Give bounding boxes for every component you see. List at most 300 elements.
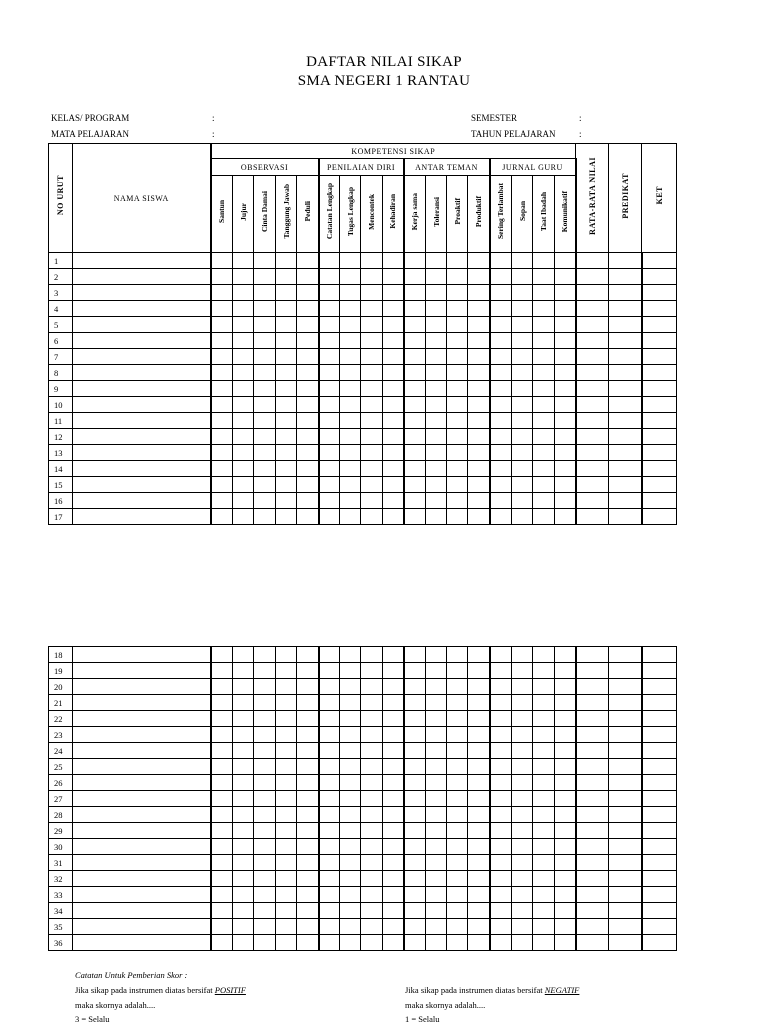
score-cell[interactable]: [297, 285, 319, 301]
score-cell[interactable]: [254, 493, 276, 509]
score-cell[interactable]: [404, 887, 426, 903]
score-cell[interactable]: [211, 381, 233, 397]
score-cell[interactable]: [233, 301, 254, 317]
average-cell[interactable]: [576, 333, 609, 349]
score-cell[interactable]: [297, 823, 319, 839]
score-cell[interactable]: [361, 791, 383, 807]
score-cell[interactable]: [426, 285, 447, 301]
score-cell[interactable]: [426, 509, 447, 525]
score-cell[interactable]: [383, 365, 404, 381]
score-cell[interactable]: [211, 743, 233, 759]
score-cell[interactable]: [490, 887, 512, 903]
score-cell[interactable]: [468, 381, 490, 397]
average-cell[interactable]: [576, 461, 609, 477]
score-cell[interactable]: [297, 919, 319, 935]
score-cell[interactable]: [297, 679, 319, 695]
score-cell[interactable]: [383, 887, 404, 903]
predikat-cell[interactable]: [609, 727, 642, 743]
score-cell[interactable]: [319, 663, 340, 679]
score-cell[interactable]: [340, 663, 361, 679]
score-cell[interactable]: [211, 871, 233, 887]
score-cell[interactable]: [404, 381, 426, 397]
score-cell[interactable]: [233, 381, 254, 397]
score-cell[interactable]: [383, 285, 404, 301]
score-cell[interactable]: [447, 333, 468, 349]
score-cell[interactable]: [211, 711, 233, 727]
score-cell[interactable]: [297, 429, 319, 445]
score-cell[interactable]: [211, 317, 233, 333]
score-cell[interactable]: [254, 301, 276, 317]
score-cell[interactable]: [383, 775, 404, 791]
score-cell[interactable]: [319, 807, 340, 823]
score-cell[interactable]: [426, 445, 447, 461]
score-cell[interactable]: [297, 727, 319, 743]
score-cell[interactable]: [254, 935, 276, 951]
score-cell[interactable]: [512, 397, 533, 413]
score-cell[interactable]: [404, 807, 426, 823]
score-cell[interactable]: [490, 679, 512, 695]
predikat-cell[interactable]: [609, 711, 642, 727]
score-cell[interactable]: [254, 727, 276, 743]
score-cell[interactable]: [233, 743, 254, 759]
score-cell[interactable]: [340, 253, 361, 269]
score-cell[interactable]: [276, 743, 297, 759]
score-cell[interactable]: [512, 839, 533, 855]
score-cell[interactable]: [383, 477, 404, 493]
score-cell[interactable]: [512, 445, 533, 461]
score-cell[interactable]: [254, 903, 276, 919]
score-cell[interactable]: [555, 743, 576, 759]
score-cell[interactable]: [404, 493, 426, 509]
score-cell[interactable]: [404, 285, 426, 301]
average-cell[interactable]: [576, 759, 609, 775]
score-cell[interactable]: [512, 727, 533, 743]
score-cell[interactable]: [426, 887, 447, 903]
score-cell[interactable]: [468, 823, 490, 839]
score-cell[interactable]: [490, 775, 512, 791]
score-cell[interactable]: [468, 285, 490, 301]
score-cell[interactable]: [468, 727, 490, 743]
score-cell[interactable]: [340, 727, 361, 743]
score-cell[interactable]: [254, 759, 276, 775]
score-cell[interactable]: [276, 381, 297, 397]
score-cell[interactable]: [361, 663, 383, 679]
score-cell[interactable]: [319, 285, 340, 301]
score-cell[interactable]: [276, 695, 297, 711]
student-name-cell[interactable]: [73, 509, 211, 525]
score-cell[interactable]: [254, 317, 276, 333]
score-cell[interactable]: [211, 493, 233, 509]
score-cell[interactable]: [276, 301, 297, 317]
score-cell[interactable]: [276, 333, 297, 349]
score-cell[interactable]: [340, 679, 361, 695]
score-cell[interactable]: [426, 775, 447, 791]
average-cell[interactable]: [576, 679, 609, 695]
score-cell[interactable]: [404, 727, 426, 743]
score-cell[interactable]: [383, 269, 404, 285]
score-cell[interactable]: [447, 663, 468, 679]
score-cell[interactable]: [468, 855, 490, 871]
score-cell[interactable]: [340, 269, 361, 285]
score-cell[interactable]: [233, 727, 254, 743]
score-cell[interactable]: [340, 695, 361, 711]
predikat-cell[interactable]: [609, 445, 642, 461]
score-cell[interactable]: [319, 903, 340, 919]
score-cell[interactable]: [490, 711, 512, 727]
score-cell[interactable]: [233, 509, 254, 525]
score-cell[interactable]: [211, 333, 233, 349]
student-name-cell[interactable]: [73, 349, 211, 365]
score-cell[interactable]: [276, 871, 297, 887]
score-cell[interactable]: [555, 349, 576, 365]
score-cell[interactable]: [512, 461, 533, 477]
score-cell[interactable]: [361, 429, 383, 445]
score-cell[interactable]: [361, 253, 383, 269]
student-name-cell[interactable]: [73, 887, 211, 903]
score-cell[interactable]: [468, 935, 490, 951]
student-name-cell[interactable]: [73, 445, 211, 461]
average-cell[interactable]: [576, 919, 609, 935]
score-cell[interactable]: [555, 711, 576, 727]
score-cell[interactable]: [297, 381, 319, 397]
score-cell[interactable]: [555, 919, 576, 935]
average-cell[interactable]: [576, 887, 609, 903]
score-cell[interactable]: [533, 381, 555, 397]
student-name-cell[interactable]: [73, 493, 211, 509]
score-cell[interactable]: [211, 695, 233, 711]
score-cell[interactable]: [468, 759, 490, 775]
score-cell[interactable]: [361, 493, 383, 509]
score-cell[interactable]: [555, 759, 576, 775]
score-cell[interactable]: [254, 711, 276, 727]
score-cell[interactable]: [211, 413, 233, 429]
score-cell[interactable]: [297, 333, 319, 349]
score-cell[interactable]: [361, 445, 383, 461]
average-cell[interactable]: [576, 743, 609, 759]
score-cell[interactable]: [468, 807, 490, 823]
score-cell[interactable]: [468, 493, 490, 509]
predikat-cell[interactable]: [609, 855, 642, 871]
score-cell[interactable]: [555, 477, 576, 493]
predikat-cell[interactable]: [609, 807, 642, 823]
score-cell[interactable]: [319, 855, 340, 871]
score-cell[interactable]: [468, 365, 490, 381]
student-name-cell[interactable]: [73, 317, 211, 333]
score-cell[interactable]: [533, 823, 555, 839]
score-cell[interactable]: [383, 429, 404, 445]
score-cell[interactable]: [533, 727, 555, 743]
score-cell[interactable]: [447, 413, 468, 429]
score-cell[interactable]: [426, 647, 447, 663]
score-cell[interactable]: [555, 445, 576, 461]
score-cell[interactable]: [404, 839, 426, 855]
ket-cell[interactable]: [642, 919, 677, 935]
score-cell[interactable]: [211, 935, 233, 951]
score-cell[interactable]: [512, 317, 533, 333]
predikat-cell[interactable]: [609, 509, 642, 525]
predikat-cell[interactable]: [609, 413, 642, 429]
score-cell[interactable]: [512, 935, 533, 951]
score-cell[interactable]: [340, 775, 361, 791]
score-cell[interactable]: [468, 349, 490, 365]
score-cell[interactable]: [319, 791, 340, 807]
score-cell[interactable]: [447, 317, 468, 333]
score-cell[interactable]: [254, 413, 276, 429]
score-cell[interactable]: [297, 711, 319, 727]
score-cell[interactable]: [254, 381, 276, 397]
score-cell[interactable]: [490, 477, 512, 493]
score-cell[interactable]: [276, 349, 297, 365]
score-cell[interactable]: [383, 807, 404, 823]
score-cell[interactable]: [233, 365, 254, 381]
score-cell[interactable]: [490, 493, 512, 509]
score-cell[interactable]: [555, 855, 576, 871]
score-cell[interactable]: [512, 349, 533, 365]
score-cell[interactable]: [297, 365, 319, 381]
average-cell[interactable]: [576, 839, 609, 855]
score-cell[interactable]: [533, 413, 555, 429]
score-cell[interactable]: [404, 679, 426, 695]
score-cell[interactable]: [254, 775, 276, 791]
ket-cell[interactable]: [642, 269, 677, 285]
score-cell[interactable]: [447, 695, 468, 711]
score-cell[interactable]: [426, 791, 447, 807]
score-cell[interactable]: [555, 775, 576, 791]
score-cell[interactable]: [426, 317, 447, 333]
score-cell[interactable]: [211, 285, 233, 301]
score-cell[interactable]: [404, 397, 426, 413]
score-cell[interactable]: [468, 743, 490, 759]
score-cell[interactable]: [426, 839, 447, 855]
average-cell[interactable]: [576, 269, 609, 285]
score-cell[interactable]: [447, 509, 468, 525]
score-cell[interactable]: [340, 445, 361, 461]
score-cell[interactable]: [383, 791, 404, 807]
score-cell[interactable]: [254, 509, 276, 525]
score-cell[interactable]: [211, 477, 233, 493]
score-cell[interactable]: [211, 445, 233, 461]
score-cell[interactable]: [533, 461, 555, 477]
score-cell[interactable]: [555, 647, 576, 663]
score-cell[interactable]: [490, 253, 512, 269]
score-cell[interactable]: [361, 509, 383, 525]
predikat-cell[interactable]: [609, 477, 642, 493]
student-name-cell[interactable]: [73, 807, 211, 823]
score-cell[interactable]: [533, 871, 555, 887]
ket-cell[interactable]: [642, 445, 677, 461]
score-cell[interactable]: [404, 663, 426, 679]
score-cell[interactable]: [426, 365, 447, 381]
score-cell[interactable]: [447, 477, 468, 493]
score-cell[interactable]: [211, 349, 233, 365]
score-cell[interactable]: [319, 333, 340, 349]
student-name-cell[interactable]: [73, 429, 211, 445]
score-cell[interactable]: [297, 791, 319, 807]
score-cell[interactable]: [361, 871, 383, 887]
score-cell[interactable]: [340, 871, 361, 887]
score-cell[interactable]: [211, 253, 233, 269]
student-name-cell[interactable]: [73, 397, 211, 413]
score-cell[interactable]: [211, 509, 233, 525]
score-cell[interactable]: [512, 887, 533, 903]
ket-cell[interactable]: [642, 727, 677, 743]
score-cell[interactable]: [512, 759, 533, 775]
score-cell[interactable]: [319, 839, 340, 855]
score-cell[interactable]: [512, 791, 533, 807]
score-cell[interactable]: [276, 445, 297, 461]
score-cell[interactable]: [233, 839, 254, 855]
score-cell[interactable]: [426, 461, 447, 477]
score-cell[interactable]: [555, 679, 576, 695]
score-cell[interactable]: [490, 461, 512, 477]
average-cell[interactable]: [576, 477, 609, 493]
average-cell[interactable]: [576, 711, 609, 727]
score-cell[interactable]: [276, 823, 297, 839]
score-cell[interactable]: [468, 919, 490, 935]
score-cell[interactable]: [297, 647, 319, 663]
score-cell[interactable]: [297, 887, 319, 903]
score-cell[interactable]: [297, 775, 319, 791]
score-cell[interactable]: [512, 855, 533, 871]
score-cell[interactable]: [211, 727, 233, 743]
score-cell[interactable]: [211, 397, 233, 413]
score-cell[interactable]: [276, 919, 297, 935]
score-cell[interactable]: [426, 429, 447, 445]
score-cell[interactable]: [233, 807, 254, 823]
score-cell[interactable]: [468, 903, 490, 919]
score-cell[interactable]: [383, 839, 404, 855]
score-cell[interactable]: [490, 269, 512, 285]
score-cell[interactable]: [276, 935, 297, 951]
score-cell[interactable]: [319, 253, 340, 269]
average-cell[interactable]: [576, 509, 609, 525]
score-cell[interactable]: [254, 349, 276, 365]
score-cell[interactable]: [426, 413, 447, 429]
score-cell[interactable]: [383, 381, 404, 397]
score-cell[interactable]: [319, 743, 340, 759]
score-cell[interactable]: [297, 509, 319, 525]
score-cell[interactable]: [468, 509, 490, 525]
ket-cell[interactable]: [642, 333, 677, 349]
score-cell[interactable]: [276, 855, 297, 871]
average-cell[interactable]: [576, 301, 609, 317]
score-cell[interactable]: [468, 839, 490, 855]
score-cell[interactable]: [555, 461, 576, 477]
score-cell[interactable]: [512, 253, 533, 269]
score-cell[interactable]: [233, 397, 254, 413]
student-name-cell[interactable]: [73, 903, 211, 919]
score-cell[interactable]: [490, 743, 512, 759]
score-cell[interactable]: [276, 285, 297, 301]
score-cell[interactable]: [512, 919, 533, 935]
score-cell[interactable]: [276, 679, 297, 695]
score-cell[interactable]: [340, 365, 361, 381]
score-cell[interactable]: [361, 887, 383, 903]
score-cell[interactable]: [404, 445, 426, 461]
predikat-cell[interactable]: [609, 647, 642, 663]
score-cell[interactable]: [426, 663, 447, 679]
student-name-cell[interactable]: [73, 461, 211, 477]
score-cell[interactable]: [383, 727, 404, 743]
score-cell[interactable]: [276, 663, 297, 679]
score-cell[interactable]: [512, 285, 533, 301]
student-name-cell[interactable]: [73, 839, 211, 855]
ket-cell[interactable]: [642, 493, 677, 509]
score-cell[interactable]: [254, 365, 276, 381]
score-cell[interactable]: [211, 791, 233, 807]
score-cell[interactable]: [447, 727, 468, 743]
ket-cell[interactable]: [642, 791, 677, 807]
predikat-cell[interactable]: [609, 839, 642, 855]
score-cell[interactable]: [383, 855, 404, 871]
score-cell[interactable]: [233, 663, 254, 679]
score-cell[interactable]: [447, 461, 468, 477]
score-cell[interactable]: [490, 935, 512, 951]
average-cell[interactable]: [576, 727, 609, 743]
predikat-cell[interactable]: [609, 903, 642, 919]
score-cell[interactable]: [361, 381, 383, 397]
score-cell[interactable]: [468, 663, 490, 679]
score-cell[interactable]: [319, 413, 340, 429]
score-cell[interactable]: [426, 759, 447, 775]
score-cell[interactable]: [297, 935, 319, 951]
score-cell[interactable]: [361, 647, 383, 663]
score-cell[interactable]: [297, 663, 319, 679]
score-cell[interactable]: [383, 823, 404, 839]
score-cell[interactable]: [383, 711, 404, 727]
ket-cell[interactable]: [642, 839, 677, 855]
score-cell[interactable]: [404, 711, 426, 727]
score-cell[interactable]: [211, 269, 233, 285]
score-cell[interactable]: [533, 855, 555, 871]
score-cell[interactable]: [361, 743, 383, 759]
score-cell[interactable]: [297, 903, 319, 919]
score-cell[interactable]: [512, 743, 533, 759]
score-cell[interactable]: [276, 317, 297, 333]
score-cell[interactable]: [233, 855, 254, 871]
score-cell[interactable]: [297, 493, 319, 509]
score-cell[interactable]: [512, 477, 533, 493]
score-cell[interactable]: [361, 695, 383, 711]
score-cell[interactable]: [361, 823, 383, 839]
score-cell[interactable]: [404, 509, 426, 525]
score-cell[interactable]: [276, 477, 297, 493]
score-cell[interactable]: [211, 365, 233, 381]
score-cell[interactable]: [340, 413, 361, 429]
score-cell[interactable]: [447, 791, 468, 807]
student-name-cell[interactable]: [73, 919, 211, 935]
ket-cell[interactable]: [642, 317, 677, 333]
predikat-cell[interactable]: [609, 775, 642, 791]
score-cell[interactable]: [383, 349, 404, 365]
score-cell[interactable]: [426, 711, 447, 727]
score-cell[interactable]: [254, 807, 276, 823]
ket-cell[interactable]: [642, 285, 677, 301]
predikat-cell[interactable]: [609, 679, 642, 695]
score-cell[interactable]: [361, 317, 383, 333]
score-cell[interactable]: [340, 935, 361, 951]
student-name-cell[interactable]: [73, 477, 211, 493]
score-cell[interactable]: [490, 509, 512, 525]
score-cell[interactable]: [555, 317, 576, 333]
student-name-cell[interactable]: [73, 647, 211, 663]
predikat-cell[interactable]: [609, 365, 642, 381]
student-name-cell[interactable]: [73, 871, 211, 887]
score-cell[interactable]: [512, 711, 533, 727]
score-cell[interactable]: [276, 711, 297, 727]
score-cell[interactable]: [404, 871, 426, 887]
score-cell[interactable]: [297, 759, 319, 775]
